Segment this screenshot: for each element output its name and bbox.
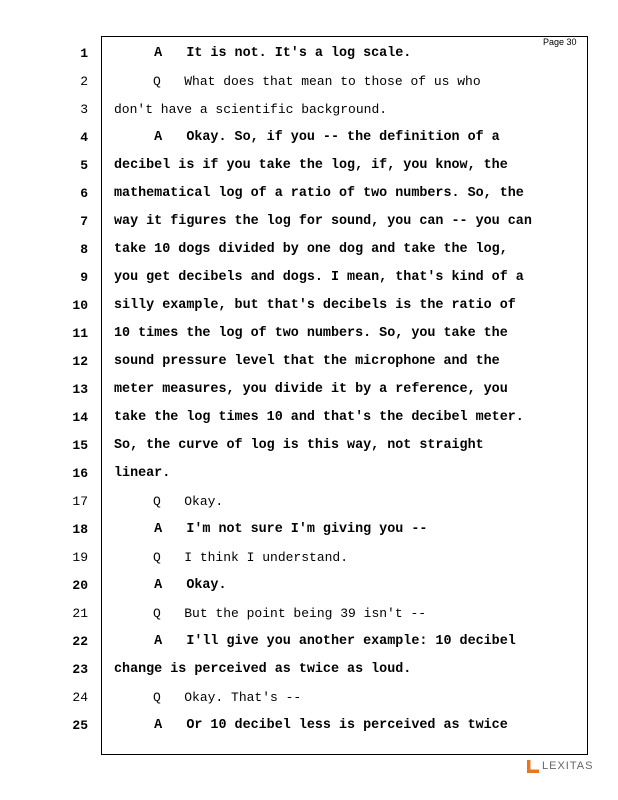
- line-number: 18: [72, 522, 88, 537]
- transcript-line: meter measures, you divide it by a reference, you: [114, 382, 508, 397]
- transcript-line: A I'll give you another example: 10 decibel: [114, 634, 516, 649]
- line-number: 4: [80, 130, 88, 145]
- line-number: 3: [80, 102, 88, 117]
- transcript-line: take 10 dogs divided by one dog and take the log,: [114, 242, 508, 257]
- transcript-line: way it figures the log for sound, you can -- you can: [114, 214, 532, 229]
- transcript-line: Q I think I understand.: [114, 550, 349, 565]
- transcript-line: decibel is if you take the log, if, you know, the: [114, 158, 508, 173]
- transcript-line: 10 times the log of two numbers. So, you take the: [114, 326, 508, 341]
- transcript-line: Q But the point being 39 isn't --: [114, 606, 427, 621]
- transcript-line: So, the curve of log is this way, not straight: [114, 438, 484, 453]
- transcript-line: A I'm not sure I'm giving you --: [114, 522, 428, 537]
- line-number: 7: [80, 214, 88, 229]
- transcript-line: Q Okay. That's --: [114, 690, 302, 705]
- line-number: 23: [72, 662, 88, 677]
- transcript-line: you get decibels and dogs. I mean, that's kind of a: [114, 270, 524, 285]
- lexitas-logo-text: LEXITAS: [542, 760, 594, 772]
- line-number: 22: [72, 634, 88, 649]
- transcript-line: A Okay. So, if you -- the definition of a: [114, 130, 500, 145]
- transcript-line: A Okay.: [114, 578, 227, 593]
- transcript-line: linear.: [114, 466, 171, 481]
- transcript-line: mathematical log of a ratio of two numbers. So, the: [114, 186, 524, 201]
- line-number: 8: [80, 242, 88, 257]
- transcript-line: Q What does that mean to those of us who: [114, 74, 481, 89]
- line-number: 20: [72, 578, 88, 593]
- line-number: 16: [72, 466, 88, 481]
- transcript-line: change is perceived as twice as loud.: [114, 662, 412, 677]
- transcript-line: A It is not. It's a log scale.: [114, 46, 412, 61]
- transcript-line: silly example, but that's decibels is the ratio of: [114, 298, 516, 313]
- transcript-line: sound pressure level that the microphone and the: [114, 354, 500, 369]
- line-number: 17: [72, 494, 88, 509]
- line-number: 10: [72, 298, 88, 313]
- lexitas-logo: [526, 757, 593, 775]
- page-number: Page 30: [543, 37, 577, 47]
- line-number: 13: [72, 382, 88, 397]
- line-number: 1: [80, 46, 88, 61]
- line-number: 9: [80, 270, 88, 285]
- line-number: 5: [80, 158, 88, 173]
- line-number: 6: [80, 186, 88, 201]
- transcript-line: don't have a scientific background.: [114, 102, 388, 117]
- line-number: 15: [72, 438, 88, 453]
- line-number: 14: [72, 410, 88, 425]
- transcript-line: Q Okay.: [114, 494, 224, 509]
- line-number: 24: [72, 690, 88, 705]
- line-number: 2: [80, 74, 88, 89]
- lexitas-mark-icon: [526, 758, 540, 774]
- line-number: 19: [72, 550, 88, 565]
- transcript-line: A Or 10 decibel less is perceived as twice: [114, 718, 508, 733]
- line-number: 21: [72, 606, 88, 621]
- line-number: 12: [72, 354, 88, 369]
- line-number: 25: [72, 718, 88, 733]
- transcript-line: take the log times 10 and that's the decibel meter.: [114, 410, 524, 425]
- line-number: 11: [72, 326, 88, 341]
